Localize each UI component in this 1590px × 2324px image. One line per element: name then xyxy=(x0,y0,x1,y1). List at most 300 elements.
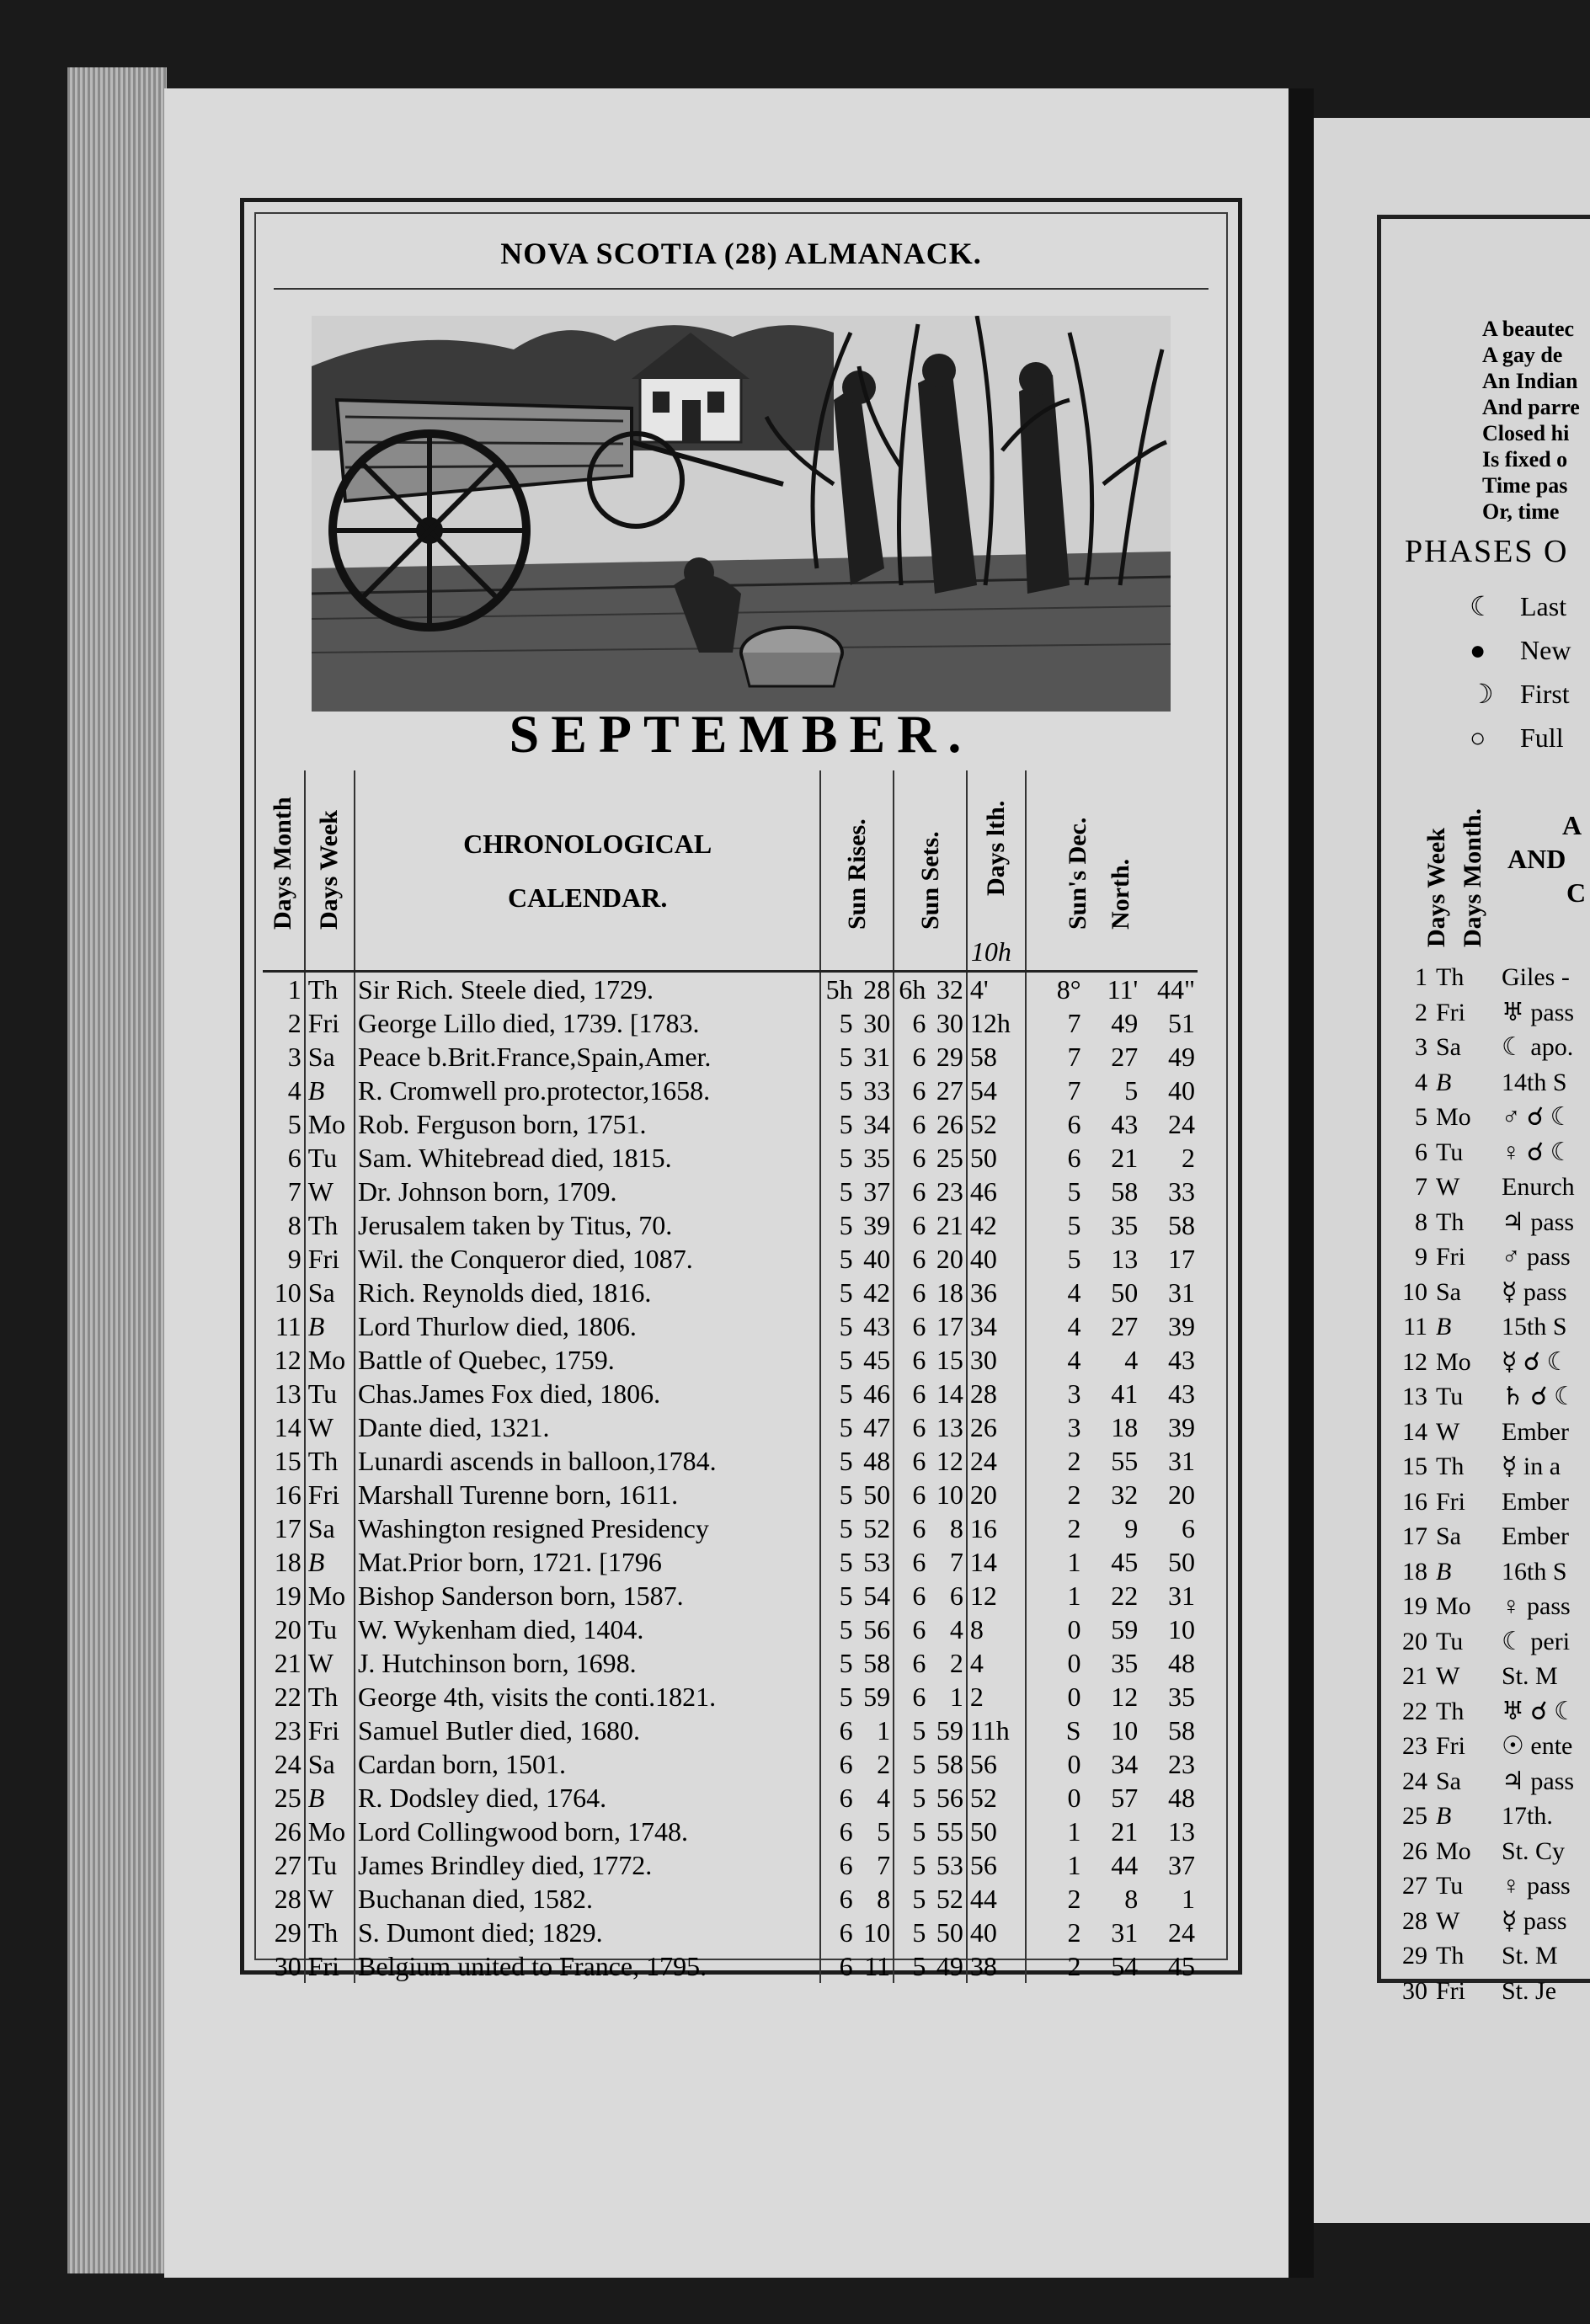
col-days-week: Days Week xyxy=(305,770,355,972)
day-of-month: 18 xyxy=(263,1545,305,1579)
sunrise-hour: 5h xyxy=(825,974,853,1005)
declination-degrees: 7 xyxy=(1067,1075,1081,1106)
chron-head-line2: CALENDAR. xyxy=(508,882,668,913)
right-astronomical-note: Enurch xyxy=(1502,1173,1575,1201)
sunrise-minute: 11 xyxy=(856,1949,894,1983)
sunset-minute: 15 xyxy=(928,1343,967,1377)
declination-minutes: 50 xyxy=(1111,1277,1139,1308)
right-day-of-week: B xyxy=(1436,1802,1452,1830)
day-length: 36 xyxy=(967,1276,1026,1309)
sunrise-minute: 5 xyxy=(856,1815,894,1848)
right-day-of-week: Th xyxy=(1436,1207,1465,1236)
declination-seconds: 50 xyxy=(1168,1547,1195,1577)
sunset-hour: 6h xyxy=(899,974,926,1005)
declination-seconds: 1 xyxy=(1182,1884,1195,1914)
declination-seconds: 43 xyxy=(1168,1378,1195,1409)
right-astronomical-note: Ember xyxy=(1502,1522,1569,1550)
sunset-hour: 5 xyxy=(912,1783,926,1813)
declination-seconds: 51 xyxy=(1168,1008,1195,1038)
declination-degrees: 1 xyxy=(1067,1547,1081,1577)
table-row xyxy=(263,1949,1198,1983)
right-astronomical-note: ♄ ☌ ☾ xyxy=(1502,1383,1577,1410)
sunset-hour: 5 xyxy=(912,1715,926,1746)
declination-degrees: 4 xyxy=(1067,1277,1081,1308)
day-of-week: Tu xyxy=(305,1377,355,1410)
sunset-hour: 6 xyxy=(912,1176,926,1207)
right-day-of-month: 20 xyxy=(1402,1627,1427,1655)
declination-seconds: 2 xyxy=(1182,1143,1195,1173)
right-day-of-month: 15 xyxy=(1402,1452,1427,1480)
sunset-minute: 14 xyxy=(928,1377,967,1410)
almanac-frame xyxy=(240,198,1242,1981)
right-head-c: C xyxy=(1566,877,1587,908)
right-astronomical-note: ♀ pass xyxy=(1502,1872,1571,1900)
chronological-event: Bishop Sanderson born, 1587. xyxy=(355,1579,820,1612)
right-day-of-month: 19 xyxy=(1402,1592,1427,1620)
day-length: 20 xyxy=(967,1478,1026,1511)
right-astronomical-note: Giles - xyxy=(1502,963,1570,991)
sunset-minute: 4 xyxy=(928,1612,967,1646)
right-day-of-week: B xyxy=(1436,1557,1452,1586)
sunrise-hour: 5 xyxy=(839,1513,853,1543)
declination-minutes: 5 xyxy=(1124,1075,1139,1106)
day-of-month: 17 xyxy=(263,1511,305,1545)
sunrise-minute: 40 xyxy=(856,1242,894,1276)
sunset-hour: 6 xyxy=(912,1614,926,1644)
sunset-minute: 58 xyxy=(928,1747,967,1781)
sunset-minute: 52 xyxy=(928,1882,967,1916)
declination-seconds: 31 xyxy=(1168,1277,1195,1308)
declination-degrees: 4 xyxy=(1067,1311,1081,1341)
right-day-of-month: 7 xyxy=(1415,1173,1427,1201)
day-of-week: B xyxy=(305,1781,355,1815)
day-of-week: W xyxy=(305,1646,355,1680)
sunrise-hour: 5 xyxy=(839,1648,853,1678)
sunset-minute: 55 xyxy=(928,1815,967,1848)
chronological-event: Buchanan died, 1582. xyxy=(355,1882,820,1916)
chronological-event: James Brindley died, 1772. xyxy=(355,1848,820,1882)
sunrise-hour: 5 xyxy=(839,1277,853,1308)
day-length: 8 xyxy=(967,1612,1026,1646)
right-day-of-month: 8 xyxy=(1415,1207,1427,1236)
sunset-minute: 53 xyxy=(928,1848,967,1882)
right-day-of-week: Mo xyxy=(1436,1347,1471,1376)
day-of-month: 8 xyxy=(263,1208,305,1242)
table-row xyxy=(263,1478,1198,1511)
right-astronomical-note: Ember xyxy=(1502,1417,1569,1446)
declination-minutes: 44 xyxy=(1111,1850,1139,1880)
right-astronomical-note: ♅ pass xyxy=(1502,998,1575,1026)
book-gutter xyxy=(1289,88,1314,2278)
right-day-of-month: 12 xyxy=(1402,1347,1427,1376)
day-length: 56 xyxy=(967,1747,1026,1781)
chronological-event: Lord Thurlow died, 1806. xyxy=(355,1309,820,1343)
day-of-week: Mo xyxy=(305,1815,355,1848)
sunset-minute: 10 xyxy=(928,1478,967,1511)
chronological-event: Samuel Butler died, 1680. xyxy=(355,1714,820,1747)
right-day-of-week: W xyxy=(1436,1417,1460,1446)
sunset-minute: 25 xyxy=(928,1141,967,1175)
declination-minutes: 34 xyxy=(1111,1749,1139,1779)
day-length: 38 xyxy=(967,1949,1026,1983)
declination-degrees: 2 xyxy=(1067,1513,1081,1543)
declination-minutes: 35 xyxy=(1111,1648,1139,1678)
sunset-minute: 23 xyxy=(928,1175,967,1208)
table-row xyxy=(263,1276,1198,1309)
sunset-minute: 1 xyxy=(928,1680,967,1714)
moon-phase-label: Last xyxy=(1520,591,1567,621)
day-of-week: Th xyxy=(305,1916,355,1949)
declination-degrees: 1 xyxy=(1067,1580,1081,1611)
table-row xyxy=(263,1916,1198,1949)
sunset-hour: 5 xyxy=(912,1917,926,1948)
day-length: 28 xyxy=(967,1377,1026,1410)
right-day-of-month: 10 xyxy=(1402,1277,1427,1306)
sunrise-hour: 6 xyxy=(839,1783,853,1813)
moon-phase-label: First xyxy=(1520,679,1570,709)
declination-seconds: 44" xyxy=(1156,974,1195,1005)
day-of-month: 10 xyxy=(263,1276,305,1309)
chronological-event: J. Hutchinson born, 1698. xyxy=(355,1646,820,1680)
sunrise-minute: 59 xyxy=(856,1680,894,1714)
day-of-week: Sa xyxy=(305,1276,355,1309)
day-of-month: 22 xyxy=(263,1680,305,1714)
sunrise-minute: 35 xyxy=(856,1141,894,1175)
sunset-minute: 27 xyxy=(928,1074,967,1107)
right-astronomical-note: 16th S xyxy=(1502,1557,1567,1586)
declination-minutes: 58 xyxy=(1111,1176,1139,1207)
right-day-of-month: 27 xyxy=(1402,1872,1427,1900)
table-row xyxy=(263,1579,1198,1612)
day-of-week: B xyxy=(305,1309,355,1343)
poem-line: Closed hi xyxy=(1482,421,1570,445)
day-of-month: 19 xyxy=(263,1579,305,1612)
right-day-of-month: 29 xyxy=(1402,1942,1427,1970)
right-day-of-week: Th xyxy=(1436,963,1465,991)
day-of-week: Mo xyxy=(305,1107,355,1141)
right-day-of-week: Fri xyxy=(1436,1487,1466,1516)
sunrise-hour: 5 xyxy=(839,1412,853,1442)
declination-minutes: 27 xyxy=(1111,1311,1139,1341)
right-astronomical-note: 14th S xyxy=(1502,1068,1567,1096)
declination-degrees: 0 xyxy=(1067,1682,1081,1712)
chronological-event: Battle of Quebec, 1759. xyxy=(355,1343,820,1377)
right-astronomical-note: ♃ pass xyxy=(1502,1767,1575,1795)
table-row xyxy=(263,1107,1198,1141)
declination-degrees: 6 xyxy=(1067,1109,1081,1139)
declination-degrees: 5 xyxy=(1067,1244,1081,1274)
moon-phase-label: New xyxy=(1520,635,1571,665)
table-row xyxy=(263,1309,1198,1343)
declination-minutes: 49 xyxy=(1111,1008,1139,1038)
right-day-of-month: 25 xyxy=(1402,1802,1427,1830)
declination-degrees: 7 xyxy=(1067,1008,1081,1038)
sunset-minute: 6 xyxy=(928,1579,967,1612)
declination-minutes: 59 xyxy=(1111,1614,1139,1644)
table-row xyxy=(263,1343,1198,1377)
sunrise-minute: 48 xyxy=(856,1444,894,1478)
table-row xyxy=(263,1242,1198,1276)
right-astronomical-note: St. Je xyxy=(1502,1976,1557,2005)
sunset-hour: 6 xyxy=(912,1648,926,1678)
right-day-of-week: Fri xyxy=(1436,1243,1466,1271)
sunrise-hour: 5 xyxy=(839,1042,853,1072)
right-astronomical-note: ☾ peri xyxy=(1502,1627,1571,1655)
day-of-month: 4 xyxy=(263,1074,305,1107)
sunset-hour: 6 xyxy=(912,1143,926,1173)
day-of-month: 14 xyxy=(263,1410,305,1444)
day-of-week: Sa xyxy=(305,1511,355,1545)
header-rule xyxy=(274,288,1209,290)
sunset-minute: 17 xyxy=(928,1309,967,1343)
chronological-event: Mat.Prior born, 1721. [1796 xyxy=(355,1545,820,1579)
declination-seconds: 10 xyxy=(1168,1614,1195,1644)
declination-seconds: 37 xyxy=(1168,1850,1195,1880)
day-length: 26 xyxy=(967,1410,1026,1444)
moon-phase-label: Full xyxy=(1520,722,1564,753)
declination-minutes: 55 xyxy=(1111,1446,1139,1476)
day-length: 16 xyxy=(967,1511,1026,1545)
declination-minutes: 13 xyxy=(1111,1244,1139,1274)
sunset-hour: 6 xyxy=(912,1547,926,1577)
moon-phase-icon: ○ xyxy=(1470,722,1486,753)
declination-degrees: 6 xyxy=(1067,1143,1081,1173)
table-row xyxy=(263,1680,1198,1714)
right-day-of-week: W xyxy=(1436,1173,1460,1201)
poem-line: Time pas xyxy=(1482,473,1568,498)
day-of-week: W xyxy=(305,1882,355,1916)
declination-seconds: 49 xyxy=(1168,1042,1195,1072)
day-of-month: 21 xyxy=(263,1646,305,1680)
sunrise-minute: 47 xyxy=(856,1410,894,1444)
calendar-body xyxy=(263,972,1198,1984)
declination-seconds: 31 xyxy=(1168,1580,1195,1611)
table-row xyxy=(263,1848,1198,1882)
col-days-length: Days lth. 10h xyxy=(967,770,1026,972)
sunset-hour: 6 xyxy=(912,1446,926,1476)
right-day-of-week: W xyxy=(1436,1906,1460,1935)
right-astronomical-note: St. M xyxy=(1502,1662,1558,1690)
right-day-of-week: Fri xyxy=(1436,1976,1466,2005)
sunset-minute: 26 xyxy=(928,1107,967,1141)
declination-seconds: 24 xyxy=(1168,1109,1195,1139)
table-row xyxy=(263,1882,1198,1916)
declination-degrees: 0 xyxy=(1067,1648,1081,1678)
col-days-month: Days Month xyxy=(263,770,305,972)
sunrise-minute: 56 xyxy=(856,1612,894,1646)
right-day-of-month: 3 xyxy=(1415,1033,1427,1061)
sunrise-hour: 5 xyxy=(839,1244,853,1274)
chronological-event: Chas.James Fox died, 1806. xyxy=(355,1377,820,1410)
right-day-of-month: 11 xyxy=(1403,1313,1427,1341)
day-of-week: Fri xyxy=(305,1478,355,1511)
right-day-of-week: Tu xyxy=(1436,1138,1464,1166)
right-head-and: AND xyxy=(1507,844,1566,874)
sunset-hour: 6 xyxy=(912,1378,926,1409)
col-days-week: Days Week xyxy=(1422,828,1450,947)
day-of-week: Tu xyxy=(305,1848,355,1882)
day-length: 34 xyxy=(967,1309,1026,1343)
page-header: NOVA SCOTIA (28) ALMANACK. xyxy=(500,237,982,270)
right-day-of-week: W xyxy=(1436,1662,1460,1690)
sunrise-minute: 31 xyxy=(856,1040,894,1074)
table-row xyxy=(263,1714,1198,1747)
table-row xyxy=(263,1377,1198,1410)
declination-minutes: 11' xyxy=(1107,974,1139,1005)
declination-minutes: 21 xyxy=(1111,1143,1139,1173)
sunrise-minute: 54 xyxy=(856,1579,894,1612)
table-row xyxy=(263,1208,1198,1242)
day-of-month: 2 xyxy=(263,1006,305,1040)
day-length: 4' xyxy=(967,972,1026,1007)
chronological-event: Sir Rich. Steele died, 1729. xyxy=(355,972,820,1007)
declination-degrees: 0 xyxy=(1067,1614,1081,1644)
right-day-of-month: 26 xyxy=(1402,1836,1427,1865)
sunrise-hour: 5 xyxy=(839,1075,853,1106)
sunrise-minute: 34 xyxy=(856,1107,894,1141)
calendar-table-wrap xyxy=(263,770,1198,1983)
sunset-minute: 29 xyxy=(928,1040,967,1074)
sunset-hour: 6 xyxy=(912,1412,926,1442)
sunset-minute: 12 xyxy=(928,1444,967,1478)
declination-seconds: 45 xyxy=(1168,1951,1195,1981)
col-suns-declination: Sun's Dec. North. xyxy=(1026,770,1198,972)
chronological-event: George 4th, visits the conti.1821. xyxy=(355,1680,820,1714)
right-day-of-week: B xyxy=(1436,1068,1452,1096)
sunrise-minute: 39 xyxy=(856,1208,894,1242)
sunrise-minute: 52 xyxy=(856,1511,894,1545)
right-day-of-month: 14 xyxy=(1402,1417,1427,1446)
right-day-of-month: 30 xyxy=(1402,1976,1427,2005)
sunrise-minute: 8 xyxy=(856,1882,894,1916)
sunset-minute: 32 xyxy=(928,972,967,1007)
right-astronomical-note: St. M xyxy=(1502,1942,1558,1970)
day-of-week: Th xyxy=(305,1444,355,1478)
chronological-calendar-table xyxy=(263,770,1198,1983)
right-day-of-month: 16 xyxy=(1402,1487,1427,1516)
harvest-woodcut-illustration xyxy=(312,316,1171,712)
sunrise-minute: 2 xyxy=(856,1747,894,1781)
day-of-week: B xyxy=(305,1074,355,1107)
day-of-month: 24 xyxy=(263,1747,305,1781)
sunset-hour: 6 xyxy=(912,1244,926,1274)
day-length: 14 xyxy=(967,1545,1026,1579)
sunrise-minute: 42 xyxy=(856,1276,894,1309)
declination-degrees: 5 xyxy=(1067,1176,1081,1207)
table-row xyxy=(263,1511,1198,1545)
right-day-of-month: 22 xyxy=(1402,1697,1427,1725)
sunrise-hour: 5 xyxy=(839,1008,853,1038)
declination-degrees: 2 xyxy=(1067,1884,1081,1914)
day-length: 42 xyxy=(967,1208,1026,1242)
sunset-hour: 6 xyxy=(912,1345,926,1375)
declination-seconds: 39 xyxy=(1168,1311,1195,1341)
day-of-month: 11 xyxy=(263,1309,305,1343)
declination-degrees: 2 xyxy=(1067,1446,1081,1476)
poem-line: Is fixed o xyxy=(1482,447,1568,472)
day-of-month: 27 xyxy=(263,1848,305,1882)
right-day-of-month: 1 xyxy=(1415,963,1427,991)
sunset-hour: 6 xyxy=(912,1008,926,1038)
table-row xyxy=(263,1141,1198,1175)
sunrise-minute: 28 xyxy=(856,972,894,1007)
right-head-a: A xyxy=(1562,810,1582,840)
day-of-week: B xyxy=(305,1545,355,1579)
declination-minutes: 12 xyxy=(1111,1682,1139,1712)
sunset-hour: 6 xyxy=(912,1311,926,1341)
day-of-week: Th xyxy=(305,972,355,1007)
chronological-event: Marshall Turenne born, 1611. xyxy=(355,1478,820,1511)
sunrise-hour: 5 xyxy=(839,1479,853,1510)
declination-minutes: 9 xyxy=(1124,1513,1139,1543)
right-astronomical-note: ☿ pass xyxy=(1502,1277,1567,1306)
declination-seconds: 58 xyxy=(1168,1210,1195,1240)
table-row xyxy=(263,1781,1198,1815)
right-astronomical-note: ♂ ☌ ☾ xyxy=(1502,1103,1573,1131)
sunset-hour: 5 xyxy=(912,1816,926,1847)
chronological-event: Peace b.Brit.France,Spain,Amer. xyxy=(355,1040,820,1074)
sunrise-hour: 6 xyxy=(839,1917,853,1948)
right-day-of-week: Tu xyxy=(1436,1627,1464,1655)
table-row xyxy=(263,1612,1198,1646)
declination-degrees: 3 xyxy=(1067,1412,1081,1442)
col-days-month: Days Month. xyxy=(1459,808,1486,947)
col-sun-rises: Sun Rises. xyxy=(820,770,894,972)
declination-seconds: 6 xyxy=(1182,1513,1195,1543)
right-astronomical-note: ♃ pass xyxy=(1502,1207,1575,1236)
right-astronomical-note: ☿ in a xyxy=(1502,1452,1561,1480)
day-of-month: 28 xyxy=(263,1882,305,1916)
day-length: 30 xyxy=(967,1343,1026,1377)
right-day-of-week: Th xyxy=(1436,1697,1465,1725)
sunset-hour: 6 xyxy=(912,1479,926,1510)
declination-minutes: 54 xyxy=(1111,1951,1139,1981)
sunset-minute: 50 xyxy=(928,1916,967,1949)
chronological-event: Jerusalem taken by Titus, 70. xyxy=(355,1208,820,1242)
sunset-hour: 5 xyxy=(912,1850,926,1880)
right-day-of-month: 5 xyxy=(1415,1103,1427,1131)
chronological-event: Washington resigned Presidency xyxy=(355,1511,820,1545)
table-row xyxy=(263,972,1198,1007)
table-row xyxy=(263,1646,1198,1680)
declination-degrees: 0 xyxy=(1067,1783,1081,1813)
declination-minutes: 32 xyxy=(1111,1479,1139,1510)
right-day-of-week: Th xyxy=(1436,1452,1465,1480)
right-astronomical-note: ♅ ☌ ☾ xyxy=(1502,1697,1577,1725)
day-length: 44 xyxy=(967,1882,1026,1916)
chronological-event: W. Wykenham died, 1404. xyxy=(355,1612,820,1646)
table-row xyxy=(263,1545,1198,1579)
sunset-minute: 30 xyxy=(928,1006,967,1040)
declination-minutes: 45 xyxy=(1111,1547,1139,1577)
declination-minutes: 10 xyxy=(1111,1715,1139,1746)
chronological-event: S. Dumont died; 1829. xyxy=(355,1916,820,1949)
right-day-of-week: Sa xyxy=(1436,1522,1461,1550)
table-row xyxy=(263,1006,1198,1040)
right-day-of-month: 28 xyxy=(1402,1906,1427,1935)
day-length: 56 xyxy=(967,1848,1026,1882)
declination-seconds: 48 xyxy=(1168,1648,1195,1678)
month-title: SEPTEMBER. xyxy=(509,704,974,764)
sunset-hour: 6 xyxy=(912,1513,926,1543)
right-day-of-week: Fri xyxy=(1436,1732,1466,1760)
col-sun-sets: Sun Sets. xyxy=(894,770,967,972)
sunrise-hour: 5 xyxy=(839,1311,853,1341)
poem-line: And parre xyxy=(1482,395,1580,419)
right-day-of-week: Tu xyxy=(1436,1872,1464,1900)
right-astronomical-note: ☿ ☌ ☾ xyxy=(1502,1347,1570,1376)
table-row xyxy=(263,1175,1198,1208)
